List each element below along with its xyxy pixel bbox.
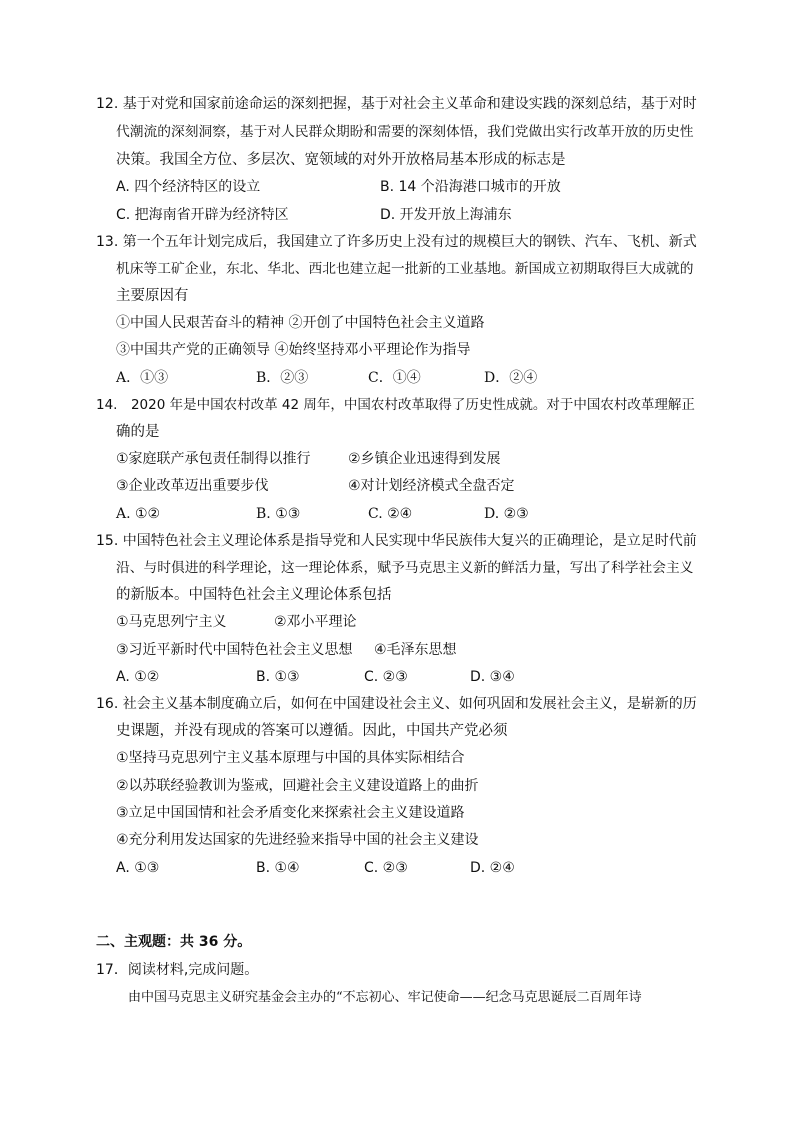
q15-item-1: ①马克思列宁主义 — [116, 614, 227, 630]
q12-option-c: C. 把海南省开辟为经济特区 — [116, 207, 289, 223]
q15-option-b: B. ①③ — [256, 669, 300, 685]
q13-option-c: C．①④ — [368, 370, 421, 386]
q14-item-2: ②乡镇企业迅速得到发展 — [348, 451, 501, 467]
q13-option-b: B．②③ — [256, 370, 309, 386]
q13-line-3: 主要原因有 — [116, 288, 189, 304]
q16-line-1: 16. 社会主义基本制度确立后，如何在中国建设社会主义、如何巩固和发展社会主义，是崭新的历 — [96, 696, 697, 712]
q16-option-b: B. ①④ — [256, 860, 300, 876]
q14-option-b: B. ①③ — [256, 506, 301, 522]
q15-item-4: ④毛泽东思想 — [374, 642, 457, 658]
q13-line-2: 机床等工矿企业，东北、华北、西北也建立起一批新的工业基地。新国成立初期取得巨大成就的 — [116, 261, 694, 277]
q14-item-4: ④对计划经济模式全盘否定 — [348, 478, 515, 494]
q15-option-c: C. ②③ — [364, 669, 408, 685]
q15-item-3: ③习近平新时代中国特色社会主义思想 — [116, 642, 353, 658]
q17-title: 17．阅读材料,完成问题。 — [96, 962, 259, 978]
q16-item-3: ③立足中国国情和社会矛盾变化来探索社会主义建设道路 — [116, 805, 465, 821]
q13-item-2: ③中国共产党的正确领导 ④始终坚持邓小平理论作为指导 — [116, 342, 471, 358]
q12-option-d: D. 开发开放上海浦东 — [380, 207, 512, 223]
q14-option-c: C. ②④ — [368, 506, 413, 522]
q15-option-d: D. ③④ — [470, 669, 515, 685]
q15-item-2: ②邓小平理论 — [274, 614, 357, 630]
q15-line-3: 的新版本。中国特色社会主义理论体系包括 — [116, 587, 392, 603]
q17-material-text: 由中国马克思主义研究基金会主办的“不忘初心、牢记使命——纪念马克思诞辰二百周年诗 — [128, 990, 642, 1005]
q15-line-2: 沿、与时俱进的科学理论，这一理论体系，赋予马克思主义新的鲜活力量，写出了科学社会主义 — [116, 560, 694, 576]
q14-item-3: ③企业改革迈出重要步伐 — [116, 478, 269, 494]
q13-option-d: D．②④ — [484, 370, 538, 386]
q12-line-2: 代潮流的深刻洞察，基于对人民群众期盼和需要的深刻体悟，我们党做出实行改革开放的历史性 — [116, 124, 694, 140]
q16-item-4: ④充分利用发达国家的先进经验来指导中国的社会主义建设 — [116, 832, 479, 848]
q13-item-1: ①中国人民艰苦奋斗的精神 ②开创了中国特色社会主义道路 — [116, 315, 485, 331]
q13-option-a: A．①③ — [116, 370, 169, 386]
q16-item-1: ①坚持马克思列宁主义基本原理与中国的具体实际相结合 — [116, 750, 465, 766]
q16-option-a: A. ①③ — [116, 860, 160, 876]
q12-line-1: 12. 基于对党和国家前途命运的深刻把握，基于对社会主义革命和建设实践的深刻总结，基于对时 — [96, 96, 697, 112]
q16-line-2: 史课题，并没有现成的答案可以遵循。因此，中国共产党必须 — [116, 723, 508, 739]
section-2-heading: 二、主观题：共 36 分。 — [96, 934, 252, 950]
q16-option-c: C. ②③ — [364, 860, 408, 876]
q14-line-1: 14. 2020 年是中国农村改革 42 周年，中国农村改革取得了历史性成就。对于中国农村改革理解正 — [96, 397, 695, 413]
q13-line-1: 13. 第一个五年计划完成后，我国建立了许多历史上没有过的规模巨大的钢铁、汽车、飞机、新式 — [96, 234, 697, 250]
q12-option-b: B. 14 个沿海港口城市的开放 — [380, 179, 561, 195]
q14-item-1: ①家庭联产承包责任制得以推行 — [116, 451, 311, 467]
q15-line-1: 15. 中国特色社会主义理论体系是指导党和人民实现中华民族伟大复兴的正确理论，是立足时代前 — [96, 533, 697, 549]
q14-option-d: D. ②③ — [484, 506, 529, 522]
q14-line-2: 确的是 — [116, 424, 160, 440]
q14-option-a: A. ①② — [116, 506, 161, 522]
q12-line-3: 决策。我国全方位、多层次、宽领域的对外开放格局基本形成的标志是 — [116, 152, 566, 168]
q15-option-a: A. ①② — [116, 669, 160, 685]
q16-option-d: D. ②④ — [470, 860, 515, 876]
q16-item-2: ②以苏联经验教训为鉴戒，回避社会主义建设道路上的曲折 — [116, 778, 479, 794]
q12-option-a: A. 四个经济特区的设立 — [116, 179, 261, 195]
